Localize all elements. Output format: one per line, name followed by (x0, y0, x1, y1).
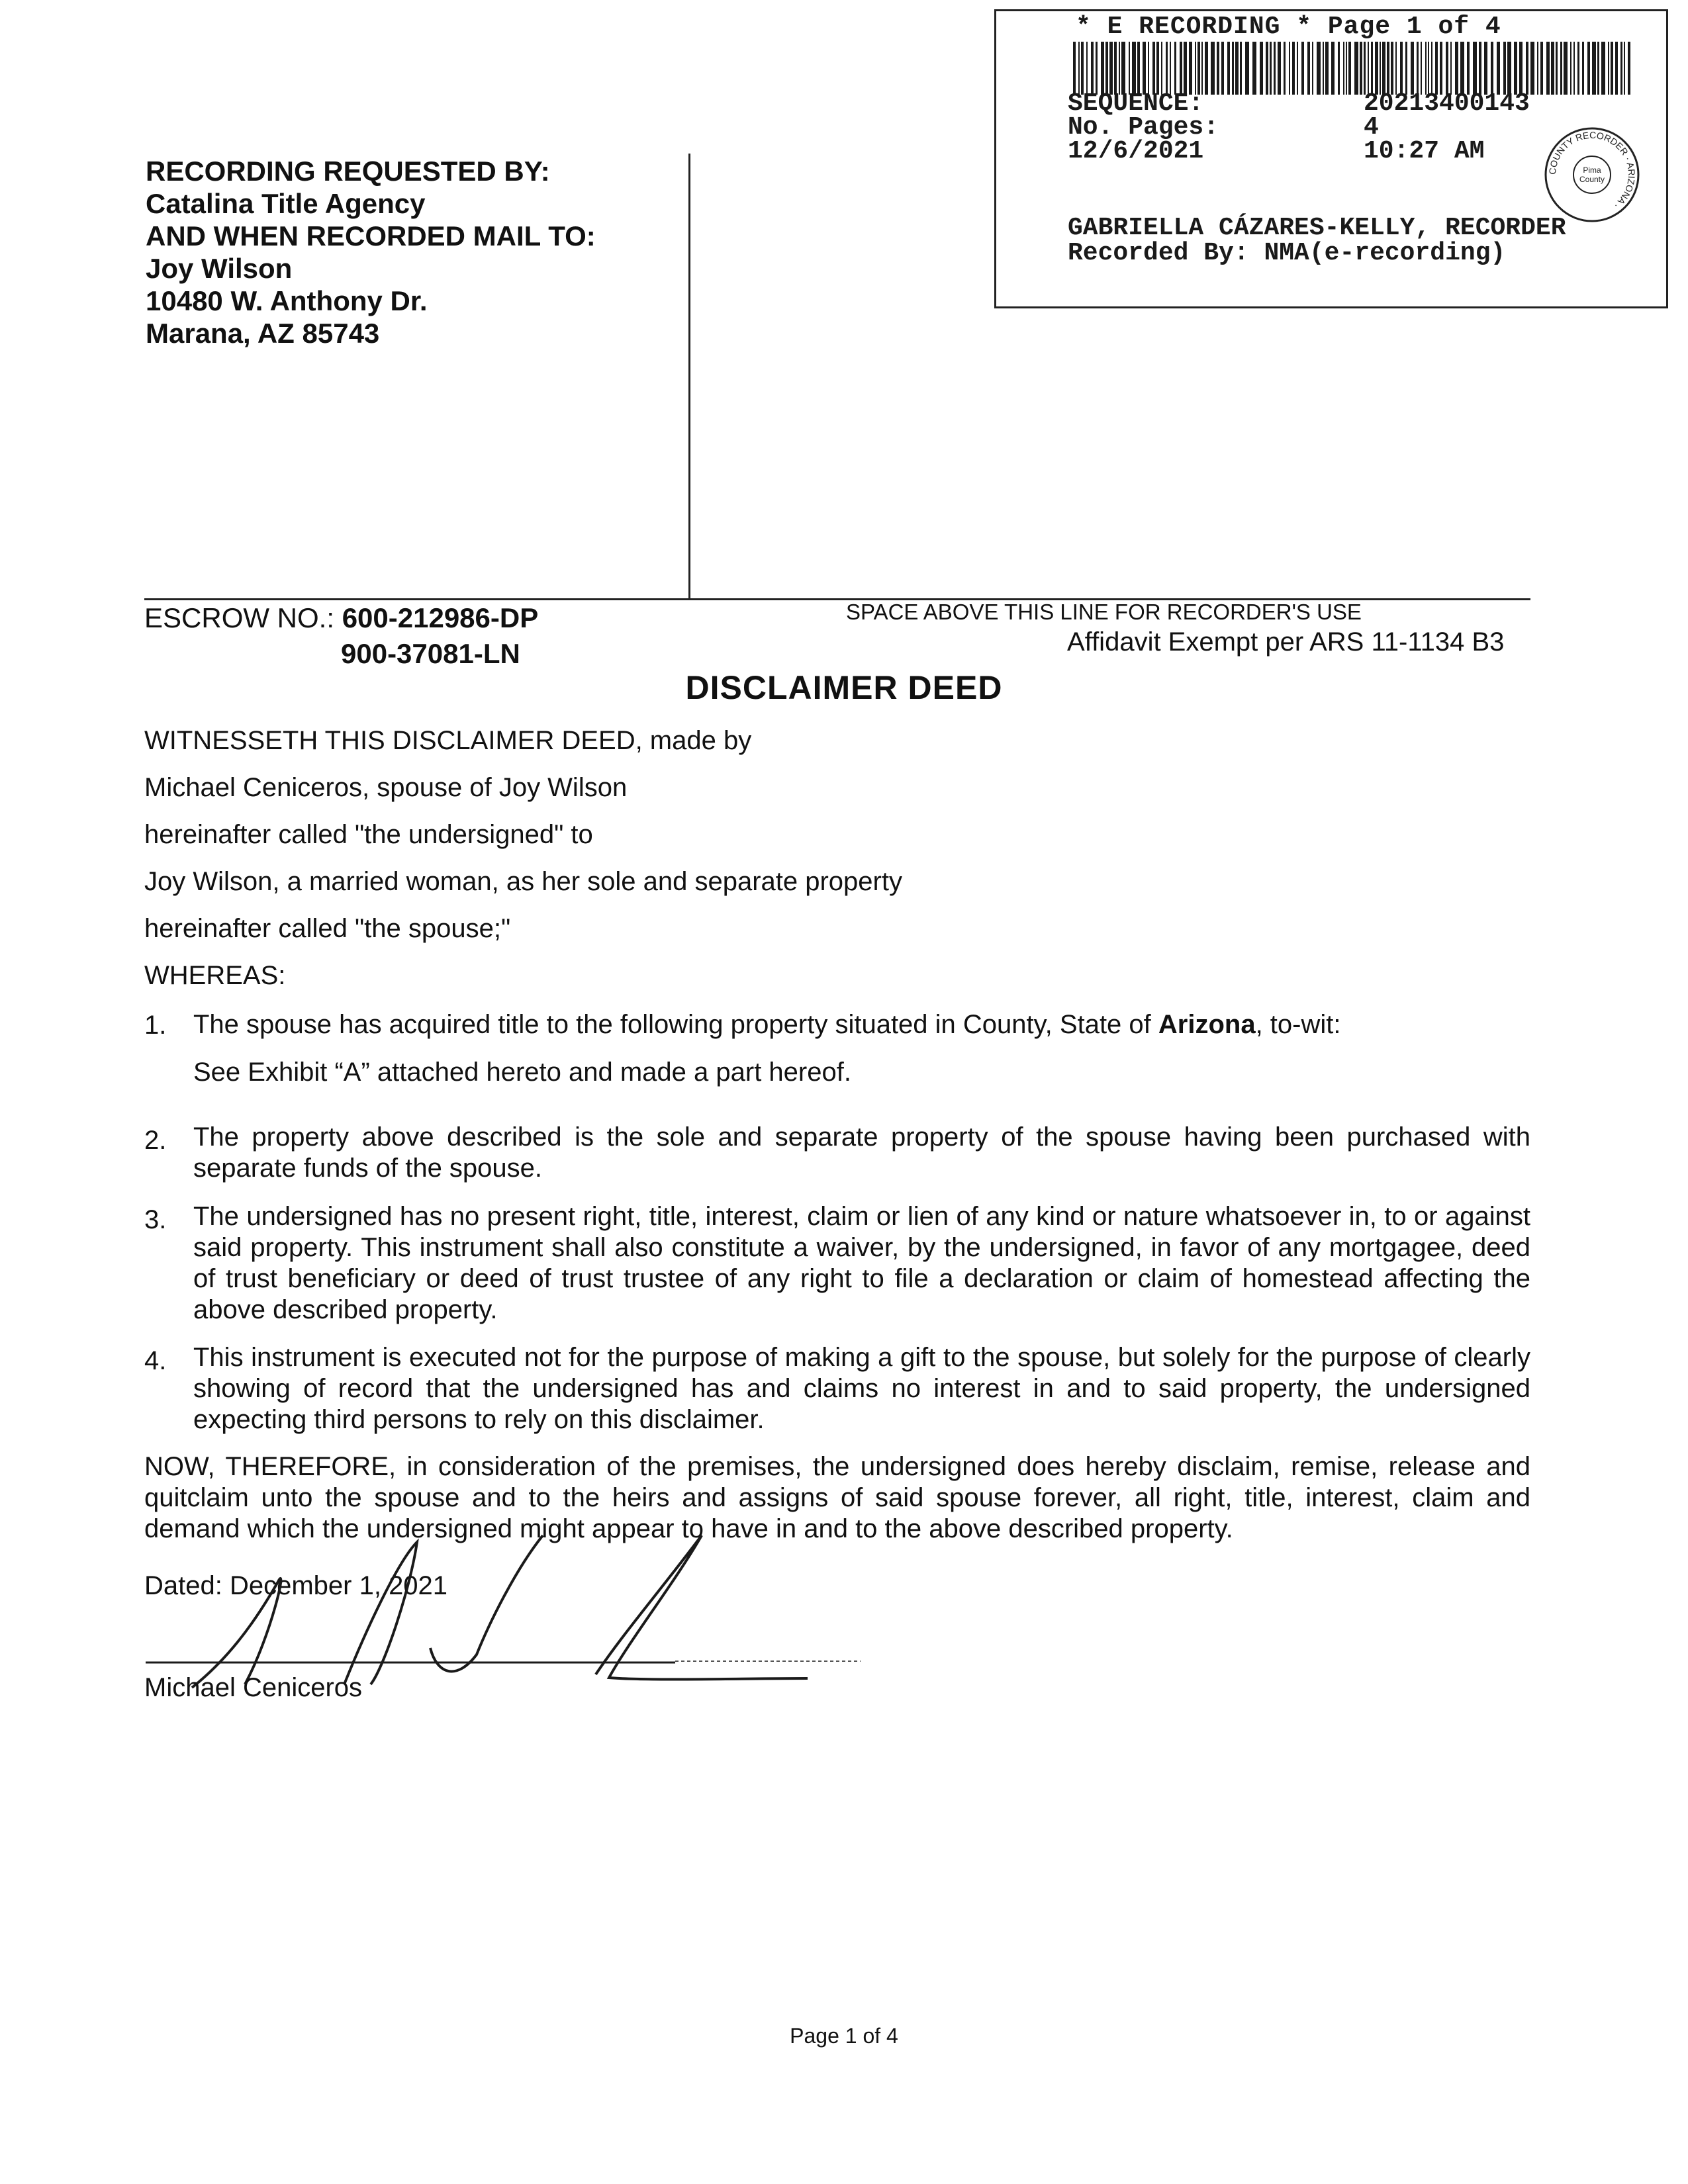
recording-header: * E RECORDING * Page 1 of 4 (1076, 13, 1501, 41)
escrow-label (144, 602, 538, 634)
item-number: 2. (144, 1126, 167, 1155)
escrow-number-2: 900-37081-LN (341, 638, 520, 669)
item-1-state: Arizona (1158, 1010, 1256, 1039)
sequence-value: 20213400143 (1364, 89, 1530, 118)
pages-label: No. Pages: (1068, 113, 1219, 142)
document-title: DISCLAIMER DEED (685, 669, 1003, 706)
recorded-date: 12/6/2021 (1068, 137, 1204, 165)
mail-to-city: Marana, AZ 85743 (146, 318, 380, 349)
item-1-text (193, 1009, 1340, 1040)
intro-line-4: Joy Wilson, a married woman, as her sole and separate property (144, 867, 902, 896)
sequence-label: SEQUENCE: (1068, 89, 1204, 118)
intro-line-5: hereinafter called "the spouse;" (144, 914, 511, 943)
recorder-stamp-box (994, 9, 1668, 308)
escrow-label-text: ESCROW NO.: (144, 602, 335, 633)
item-3-text: The undersigned has no present right, title, interest, claim or lien of any kind or nature whatsoever in, to or against said property. This instrument shall also constitute a waiver, by the undersigned, in favor of any mortgagee, deed of trust beneficiary or deed of trust trustee of any right to file a declaration or claim of homestead affecting the above described property. (193, 1202, 1530, 1324)
now-therefore-paragraph: NOW, THEREFORE, in consideration of the premises, the undersigned does hereby disclaim, remise, release and quitclaim unto the spouse and to the heirs and assigns of said spouse forever, all right, title, interest, claim and demand which the undersigned might appear to have in and to the above described property. (144, 1452, 1530, 1543)
pages-value: 4 (1364, 113, 1379, 142)
county-seal-icon (1542, 125, 1642, 224)
escrow-number-1: 600-212986-DP (342, 602, 539, 633)
svg-text:COUNTY RECORDER · ARIZONA ·: COUNTY RECORDER · ARIZONA · (1546, 129, 1638, 212)
mail-to-label: AND WHEN RECORDED MAIL TO: (146, 220, 596, 251)
intro-line-2: Michael Ceniceros, spouse of Joy Wilson (144, 773, 628, 802)
recorder-name: GABRIELLA CÁZARES-KELLY, RECORDER (1068, 214, 1566, 242)
requested-by-label: RECORDING REQUESTED BY: (146, 156, 550, 187)
svg-text:Pima: Pima (1583, 165, 1601, 175)
recorded-by: Recorded By: NMA(e-recording) (1068, 239, 1506, 267)
signer-name: Michael Ceniceros (144, 1673, 363, 1702)
svg-text:County: County (1579, 175, 1605, 184)
intro-line-1: WITNESSETH THIS DISCLAIMER DEED, made by (144, 726, 752, 755)
barcode (1073, 42, 1632, 95)
intro-line-3: hereinafter called "the undersigned" to (144, 820, 593, 849)
header-divider-vertical (688, 154, 690, 598)
item-1-text-before: The spouse has acquired title to the following property situated in County, State of (193, 1010, 1158, 1039)
item-2-text: The property above described is the sole and separate property of the spouse having been purchased with separate funds of the spouse. (193, 1122, 1530, 1183)
recorded-time: 10:27 AM (1364, 137, 1485, 165)
space-above-note: SPACE ABOVE THIS LINE FOR RECORDER'S USE (846, 600, 1362, 624)
item-1-exhibit: See Exhibit “A” attached hereto and made a part hereof. (193, 1058, 851, 1087)
page-number: Page 1 of 4 (790, 2024, 898, 2048)
whereas-heading: WHEREAS: (144, 961, 286, 990)
affidavit-exempt: Affidavit Exempt per ARS 11-1134 B3 (1067, 627, 1505, 657)
mail-to-street: 10480 W. Anthony Dr. (146, 285, 428, 316)
item-4-text: This instrument is executed not for the purpose of making a gift to the spouse, but solely for the purpose of clearly showing of record that the undersigned has and claims no interest in and to said property, the undersigned expecting third persons to rely on this disclaimer. (193, 1343, 1530, 1434)
item-number: 4. (144, 1346, 167, 1375)
requested-by-name: Catalina Title Agency (146, 188, 426, 219)
item-1-text-after: , to-wit: (1255, 1010, 1341, 1039)
mail-to-name: Joy Wilson (146, 253, 293, 284)
item-number: 1. (144, 1011, 167, 1040)
item-number: 3. (144, 1205, 167, 1234)
dated-line: Dated: December 1, 2021 (144, 1571, 448, 1600)
